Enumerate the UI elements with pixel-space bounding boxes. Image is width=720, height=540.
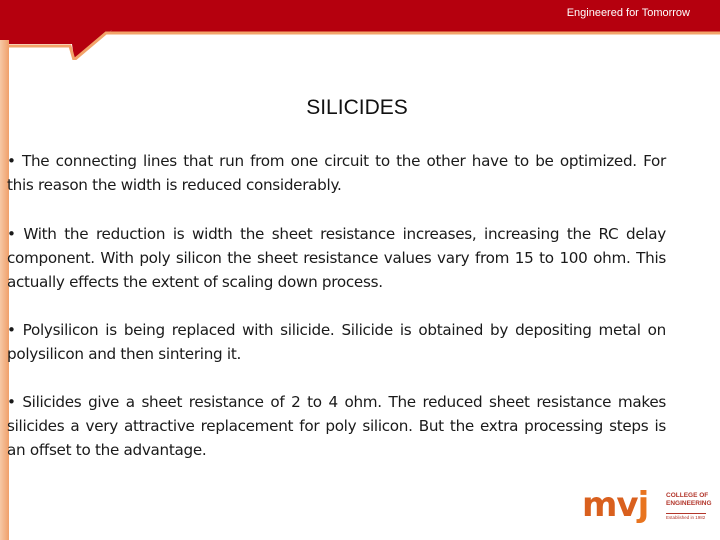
logo-mark-mv: mv bbox=[582, 485, 638, 525]
logo-mark bbox=[582, 486, 648, 524]
bullet-paragraph-3: • Polysilicon is being replaced with silicide. Silicide is obtained by depositing metal on polysilicon and then sintering it. bbox=[7, 321, 666, 363]
logo-text bbox=[666, 492, 712, 507]
logo-divider bbox=[666, 513, 706, 514]
bullet-paragraph-4: • Silicides give a sheet resistance of 2 to 4 ohm. The reduced sheet resistance makes silicides a very attractive replacement for poly silicon. But the extra processing steps is an offset to the advantage. bbox=[7, 393, 666, 459]
bullet-paragraph-2: • With the reduction is width the sheet resistance increases, increasing the RC delay component. With poly silicon the sheet resistance values vary from 15 to 100 ohm. This actually effects the extent of scaling down process. bbox=[7, 225, 666, 291]
logo-line-1: COLLEGE OF bbox=[666, 492, 709, 499]
college-logo bbox=[582, 486, 710, 526]
header-tagline: Engineered for Tomorrow bbox=[566, 7, 690, 19]
bullet-paragraph-1: • The connecting lines that run from one circuit to the other have to be optimized. For this reason the width is reduced considerably. bbox=[7, 152, 666, 194]
slide-title: SILICIDES bbox=[306, 96, 408, 119]
header-band bbox=[0, 0, 720, 60]
logo-established: Established in 1982 bbox=[666, 515, 706, 520]
logo-mark-j: j bbox=[637, 485, 649, 525]
logo-line-2: ENGINEERING bbox=[666, 499, 712, 507]
